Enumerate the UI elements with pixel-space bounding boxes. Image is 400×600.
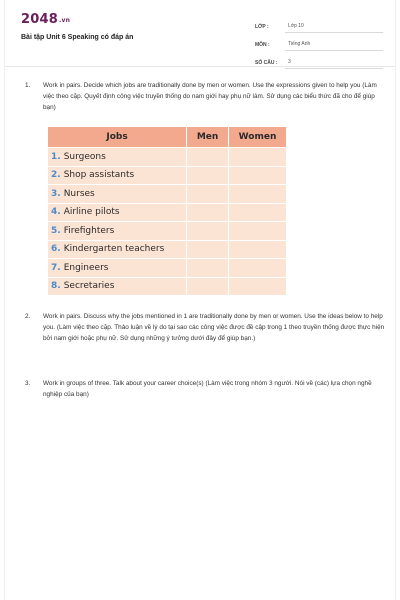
women-cell bbox=[229, 185, 287, 204]
question-number: 3. bbox=[25, 380, 31, 387]
table-row bbox=[48, 259, 287, 278]
header-men: Men bbox=[187, 127, 229, 148]
worksheet-page bbox=[4, 0, 396, 600]
meta-row-subject bbox=[255, 33, 383, 51]
meta-value: Tiếng Anh bbox=[285, 41, 383, 51]
women-cell bbox=[229, 222, 287, 241]
job-number: 6. bbox=[51, 244, 61, 255]
table-row bbox=[48, 148, 287, 167]
women-cell bbox=[229, 203, 287, 222]
women-cell bbox=[229, 259, 287, 278]
logo-text: 2048 bbox=[21, 12, 58, 27]
page-header bbox=[5, 0, 395, 67]
men-cell bbox=[187, 222, 229, 241]
men-cell bbox=[187, 240, 229, 259]
women-cell bbox=[229, 166, 287, 185]
job-name: Engineers bbox=[63, 262, 109, 273]
job-name: Firefighters bbox=[63, 225, 115, 236]
job-number: 3. bbox=[51, 188, 61, 199]
meta-info bbox=[255, 15, 383, 69]
job-name: Secretaries bbox=[63, 281, 115, 292]
men-cell bbox=[187, 203, 229, 222]
job-number: 4. bbox=[51, 207, 61, 218]
women-cell bbox=[229, 277, 287, 296]
women-cell bbox=[229, 240, 287, 259]
men-cell bbox=[187, 166, 229, 185]
question-text: Work in pairs. Decide which jobs are traditionally done by men or women. Use the expressions given to help you (Làm việc theo cặp. Quyết định công việc truyền thống do nam giới hay phụ nữ làm. Sử dụng các biểu thức đã cho để giúp bạn) bbox=[43, 82, 377, 111]
meta-value: 3 bbox=[285, 59, 383, 69]
logo-tld: .vn bbox=[58, 17, 71, 24]
men-cell bbox=[187, 148, 229, 167]
question-2 bbox=[25, 311, 385, 344]
job-name: Surgeons bbox=[63, 151, 106, 162]
document-title: Bài tập Unit 6 Speaking có đáp án bbox=[21, 34, 134, 41]
table-row bbox=[48, 277, 287, 296]
men-cell bbox=[187, 259, 229, 278]
meta-label: LỚP : bbox=[255, 24, 269, 30]
meta-label: SỐ CÂU : bbox=[255, 60, 278, 66]
table-row bbox=[48, 203, 287, 222]
question-1 bbox=[25, 80, 385, 113]
men-cell bbox=[187, 185, 229, 204]
job-number: 1. bbox=[51, 151, 61, 162]
table-row bbox=[48, 185, 287, 204]
meta-row-question-count bbox=[255, 51, 383, 69]
meta-row-class bbox=[255, 15, 383, 33]
meta-value: Lớp 10 bbox=[285, 23, 383, 33]
job-name: Nurses bbox=[63, 188, 95, 199]
header-women: Women bbox=[229, 127, 287, 148]
job-number: 5. bbox=[51, 225, 61, 236]
question-3 bbox=[25, 378, 385, 400]
question-number: 2. bbox=[25, 313, 31, 320]
job-cell bbox=[48, 166, 187, 185]
question-number: 1. bbox=[25, 82, 31, 89]
table-row bbox=[48, 240, 287, 259]
table-row bbox=[48, 166, 287, 185]
job-name: Airline pilots bbox=[63, 207, 120, 218]
question-text: Work in groups of three. Talk about your career choice(s) (Làm việc trong nhóm 3 người. Nói về (các) lựa chọn nghề nghiệp của bạn) bbox=[43, 380, 372, 398]
job-number: 8. bbox=[51, 281, 61, 292]
job-number: 2. bbox=[51, 170, 61, 181]
site-logo[interactable] bbox=[21, 12, 70, 27]
job-cell bbox=[48, 222, 187, 241]
job-cell bbox=[48, 185, 187, 204]
job-cell bbox=[48, 259, 187, 278]
job-name: Shop assistants bbox=[63, 170, 135, 181]
job-cell bbox=[48, 277, 187, 296]
men-cell bbox=[187, 277, 229, 296]
header-jobs: Jobs bbox=[48, 127, 187, 148]
job-name: Kindergarten teachers bbox=[63, 244, 165, 255]
meta-label: MÔN : bbox=[255, 42, 270, 48]
job-cell bbox=[48, 203, 187, 222]
table-row bbox=[48, 222, 287, 241]
jobs-table bbox=[47, 126, 287, 296]
job-cell bbox=[48, 148, 187, 167]
job-number: 7. bbox=[51, 262, 61, 273]
question-text: Work in pairs. Discuss why the jobs mentioned in 1 are traditionally done by men or women. Use the ideas below to help you. (Làm việc theo cặp. Thảo luận về lý do tại sao các công việc được đề cập trong 1 theo truyền thống được thực hiện bởi nam giới hoặc phụ nữ. Sử dụng những ý tưởng dưới đây để giúp bạn.) bbox=[43, 313, 385, 342]
table-header-row bbox=[48, 127, 287, 148]
job-cell bbox=[48, 240, 187, 259]
women-cell bbox=[229, 148, 287, 167]
